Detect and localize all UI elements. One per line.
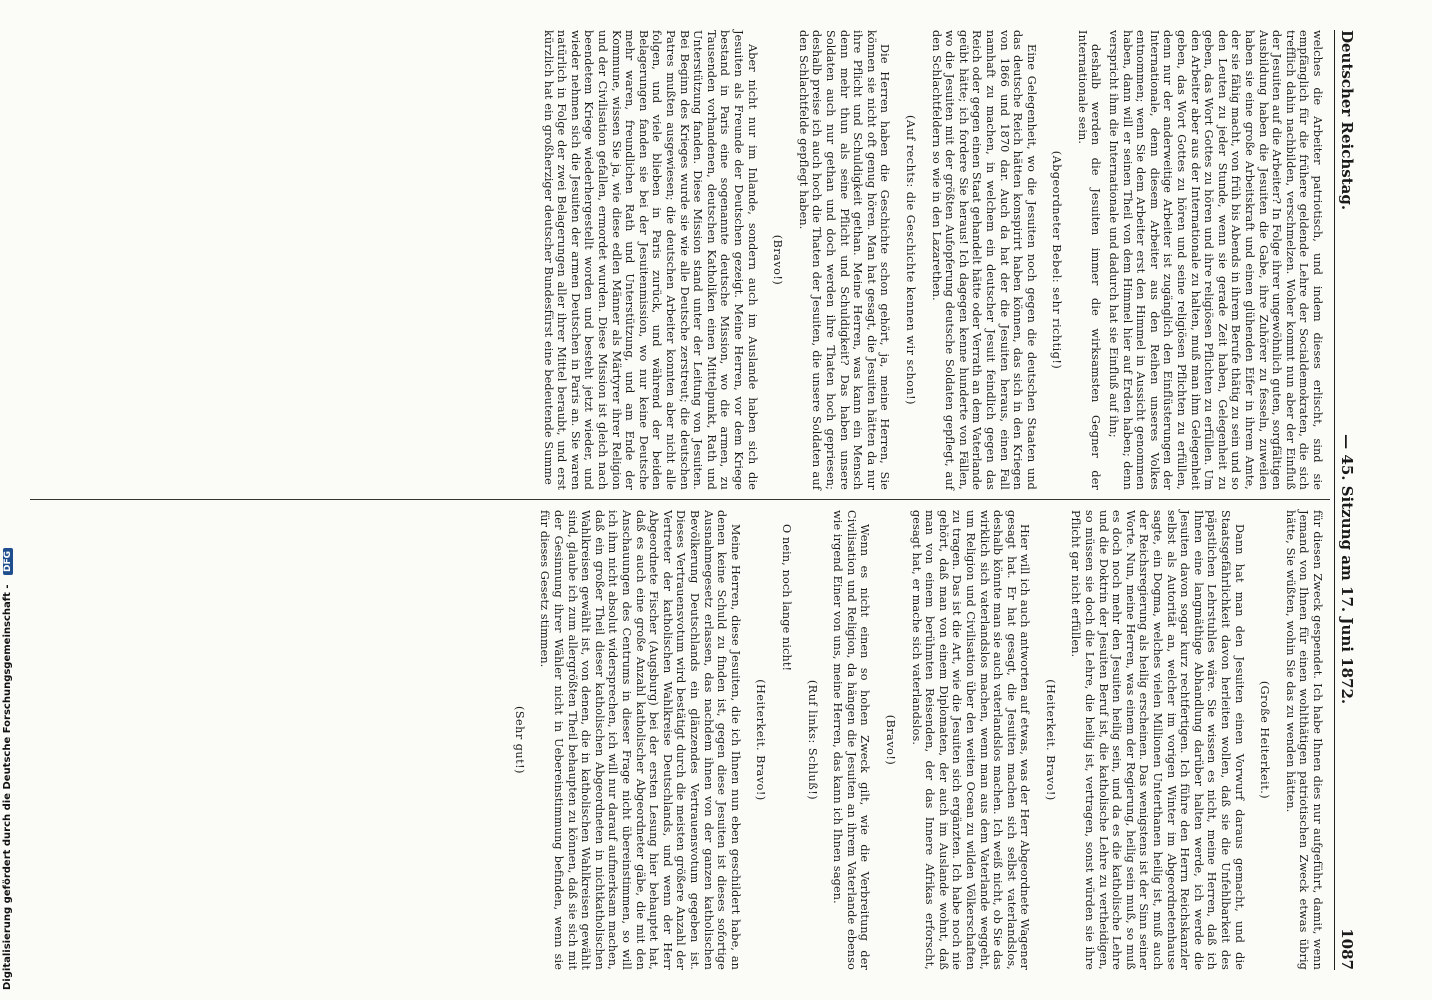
paragraph: Die Herren haben die Geschichte schon gehört, ja, meine Herren, Sie können sie nicht oft genug hören. Man hat gesagt, die Jesuiten hätten da nur ihre Pflicht und Schuldigkeit gethan. Meine Herren, was kann ein Mensch denn mehr thun als seine Pflicht und Schuldigkeit? Das haben unsere Soldaten auch nur gethan und doch werden ihre Thaten hoch gepriesen; deshalb preise ich auch hoch die Thaten der Jesuiten, die unsere Soldaten auf den Schlachtfelde gepflegt haben. [796, 30, 892, 490]
paragraph: Aber nicht nur im Inlande, sondern auch im Auslande haben sich die Jesuiten als Freunde der Deutschen gezeigt. Meine Herren, vor dem Kriege bestand in Paris eine sogenannte deutsche Mission, wo die armen, zu Tausenden vorhandenen, deutschen Katholiken einen Mittelpunkt, Rath und Unterstützung fanden. Diese Mission stand unter der Leitung von Jesuiten. Bei Beginn des Krieges wurde sie wie alle Deutsche zerstreut; die deutschen Patres mußten ausgewiesen; die deutschen Arbeiter konnten aber nicht alle folgen, und viele blieben in Paris zurück, und während der beiden Belagerungen fanden sie bei der Jesuitenmission, wo nur keine Deutsche mehr waren, freundlichen Rath und Unterstützung, und am Ende der Kommune, wissen Sie ja, wie diese edlen Männer als Märtyrer ihrer Religion und der Civilisation gefallen, ermordet wurden. Diese Mission ist gleich nach beendetem Kriege wiederhergestellt worden und besteht jetzt wieder, und wieder nehmen sich die Jesuiten der armen Deutschen in Paris an. Sie waren natürlich in Folge der zwei Belagerungen aller ihrer Mittel beraubt, und erst kürzlich hat ein großherziger deutscher Bundesfürst eine bedeutende Summe [541, 30, 759, 490]
reaction: (Heiterkeit. Bravo!) [754, 679, 768, 801]
paragraph: Wenn es nicht einen so hohen Zweck gilt, wie die Verbreitung der Civilisation und Religion, da hängen die Jesuiten an ihrem Vaterlande ebenso wie irgend Einer von uns, meine Herren, das kann ich Ihnen sagen. [831, 510, 872, 970]
footer-strip [0, 0, 14, 1000]
paragraph: deshalb werden die Jesuiten immer die wirksamsten Gegner der Internationale sein. [1075, 30, 1103, 490]
paragraph: Eine Gelegenheit, wo die Jesuiten noch gegen die deutschen Staaten und das deutsche Reich hätten konspirirt haben können, das sich in den Kriegen von 1866 und 1870 dar. Auch da hat der die Jesuiten heraus, einen Fall namhaft zu machen, in welchem ein deutscher Jesuit feindlich gegen das Reich oder gegen einen Staat gehandelt hätte oder Verrath an dem Vaterlande geübt hätte; ich fordere Sie heraus! Ich dagegen kenne hunderte von Fällen, wo die Jesuiten mit der größten Aufopferung deutsche Soldaten gepflegt, auf den Schlachtfeldern so wie in den Lazarethen. [929, 30, 1038, 490]
reaction: (Heiterkeit. Bravo!) [1043, 679, 1057, 801]
reaction: (Bravo!) [883, 714, 897, 766]
footer-text: Digitalisierung gefördert durch die Deutsche Forschungsgemeinschaft - [2, 584, 13, 990]
dfg-logo-icon: DFG [3, 548, 13, 575]
paragraph: Dann hat man den Jesuiten einen Vorwurf daraus gemacht, und die Staatsgefährlichkeit davon herleiten wollen, daß sie die Unfehlbarkeit des päpstlichen Lehrstuhles wäre. Sie wissen es nicht, meine Herren, daß ich Ihnen eine langmäthige Abhandlung darüber halten werde, ich werde die Jesuiten davon sogar kurz rechtfertigen. Ich führe den Herrn Reichskanzler selbst als Autorität an, welcher im vorigen Winter im Abgeordnetenhause sagte, ein Dogma, welches vielen Millionen Unterthanen heilig ist, muß auch der Reichsregierung als heilig erscheinen. Das wenigstens ist der Sinn seiner Worte. Nun, meine Herren, was einem der Regierung, heilig sein muß, so muß es doch noch mehr den Jesuiten heilig sein, und da es die katholische Lehre und die Doktrin der Jesuiten Beruf ist, die katholische Lehre zu vertheidigen, so müssen sie doch die Lehre, die heilig ist, vertragen, sonst würden sie ihre Pflicht gar nicht erfüllen. [1069, 510, 1246, 970]
reaction: (Große Heiterkeit.) [1258, 680, 1272, 800]
reaction: (Bravo!) [771, 234, 785, 286]
page-header [1334, 30, 1364, 970]
left-column [537, 30, 1324, 490]
page-number: 1087 [1338, 928, 1356, 970]
paragraph: Meine Herren, diese Jesuiten, die ich Ihnen nun eben geschildert habe, an denen keine Schuld zu finden ist, gegen diese Jesuiten ist dieses sofortige Ausnahmegesetz erlassen, das nachdem ihnen von der ganzen katholischen Bevölkerung Deutschlands ein glänzendes Vertrauensvotum gegeben ist. Dieses Vertrauensvotum wird bestätigt durch die meisten größere Anzahl der Vertreter der katholischen Wahlkreise Deutschlands, und wenn der Herr Abgeordnete Fischer (Augsburg) bei der ersten Lesung hier behauptet hat, daß es auch eine große Anzahl katholischer Abgeordneter gäbe, die mit den Anschauungen des Centrums in dieser Frage nicht übereinstimmen, so will ich ihm nicht absolut widersprechen, ich will nur darauf aufmerksam machen, daß ein großer Theil dieser katholischen Abgeordneten in nichtkatholischen Wahlkreisen gewählt ist, von denen, die in katholischen Wahlkreisen gewählt sind, glaube ich zum allergrößten Theil behaupten zu können, daß sie sich mit der Gesinnung ihrer Wähler nicht in Uebereinstimmung befinden, wenn sie für dieses Gesetz stimmen. [538, 510, 742, 970]
reaction: (Sehr gut!) [512, 706, 526, 774]
column-divider [30, 499, 1330, 500]
paragraph: für diesen Zweck gespendet. Ich habe Ihnen dies nur aufgeführt, damit, wenn Jemand von Ihnen für einen wohlthätigen patriotischen Zweck etwas übrig hätte, Sie wüßten, wohin Sie das zu wenden hätten. [1283, 510, 1324, 970]
right-column [500, 510, 1324, 970]
dfg-footer [2, 548, 13, 990]
paragraph: Hier will ich auch antworten auf etwas, was der Herr Abgeordnete Wagener gesagt hat. Er hat gesagt, die Jesuiten machen sich selbst vaterlandslos, deshalb könnte man sie auch vaterlandslos machen. Ich weiß nicht, ob Sie das wirklich sich vaterlandslos machen, wenn man aus dem Vaterlande weggeht, um Religion und Civilisation über den weiten Ocean zu wilden Völkerschaften zu tragen. Das ist die Art, wie die Jesuiten sich ergänzten. Ich habe noch nie gehört, daß man von einem Diplomaten, der auch im Auslande wohnt, daß man von einem berühmten Reisenden, der das Innere Afrikas erforscht, gesagt hat, er mache sich vaterlandslos. [909, 510, 1032, 970]
exclamation: O nein, noch lange nicht! [780, 524, 793, 672]
reaction: (Auf rechts: die Geschichte kennen wir schon!) [903, 114, 917, 406]
header-center: — 45. Sitzung am 17. Juni 1872. [1338, 434, 1356, 705]
paragraph: welches die Arbeiter patriotisch, und indem dieses erlischt, sind sie empfänglich für die frühere geldende Lehre der Socialdemokraten, die sich trefflich dahin nachbilden, verschmelzen. Woher kommt nun aber der Einfluß der Jesuiten auf die Arbeiter? In Folge ihrer ungewöhnlich guten, sorgfältigen Ausbildung haben die Jesuiten die Gabe, ihre Zuhörer zu fesseln, zuweilen haben sie eine große Arbeitskraft und einen glühenden Eifer in ihrem Amte, der sie fähig macht, von früh bis Abends in ihrem Berufe thätig zu sein und so den Leuten zu jeder Stunde, wenn sie gerade Zeit haben, Gelegenheit zu geben, das Wort Gottes zu hören und ihre religiösen Pflichten zu erfüllen. Um den Arbeiter aber aus der Internationale zu halten, muß man ihm Gelegenheit geben, das Wort Gottes zu hören und seine religiösen Pflichten zu erfüllen, denn nur der anderweitige Arbeiter ist zugänglich den Einflüsterungen der Internationale, denn diesem Arbeiter aus den Reihen unseres Volkes entnommen; wenn Sie dem Arbeiter erst den Himmel in Aussicht genommen haben, dann will er seinen Theil von dem Himmel hier auf Erden haben; denn verspricht ihm die Internationale und dadurch hat sie Einfluß auf ihn; [1107, 30, 1324, 490]
header-left: Deutscher Reichstag. [1338, 30, 1356, 211]
reaction: (Ruf links: Schluß!) [805, 679, 819, 801]
reaction: (Abgeordneter Bebel: sehr richtig!) [1050, 150, 1064, 370]
